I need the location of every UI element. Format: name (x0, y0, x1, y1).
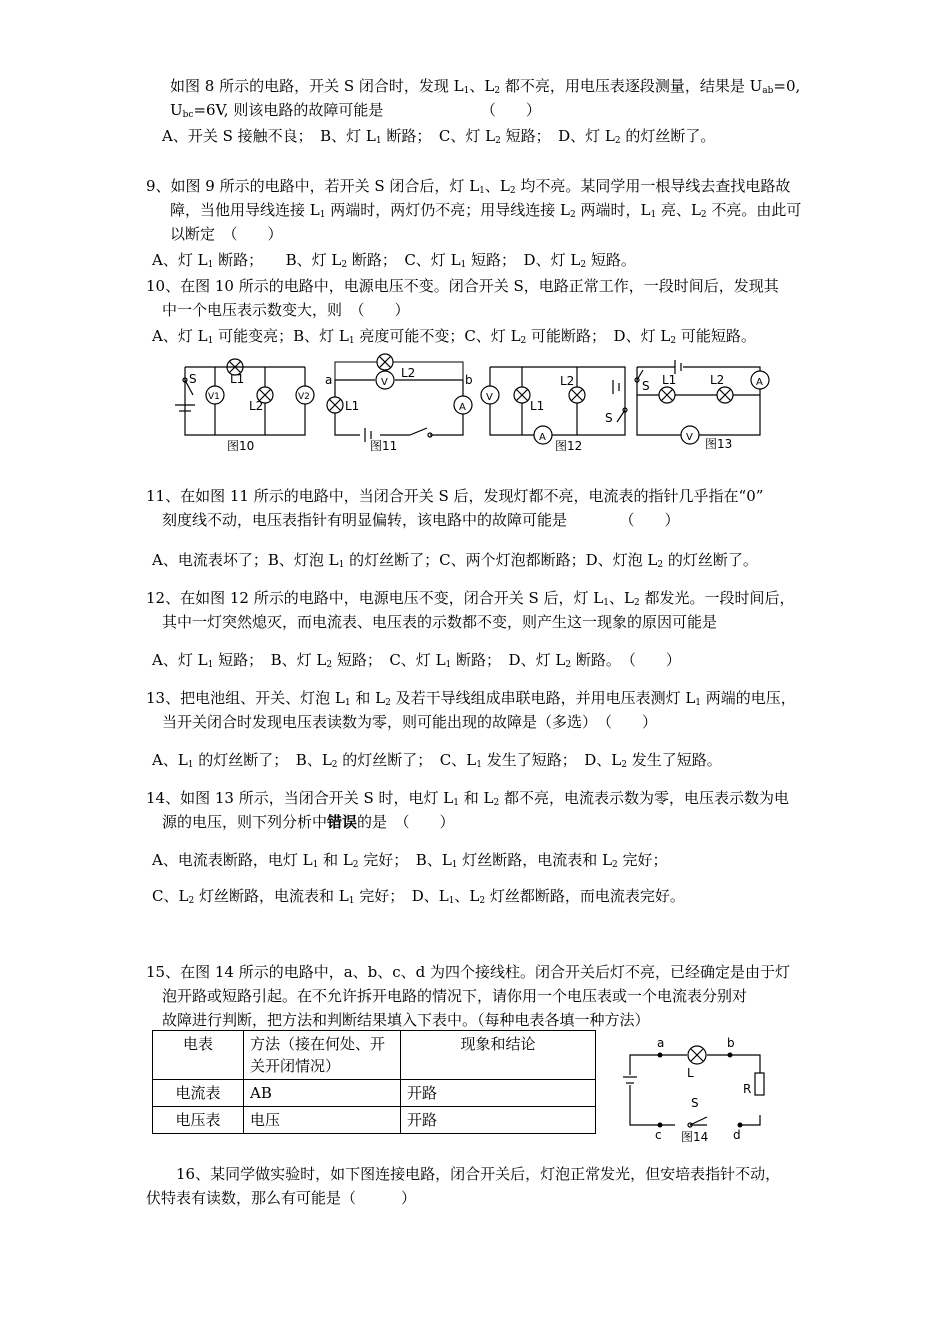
q13-line1: 13、把电池组、开关、灯泡 $L_1$ 和 $L_2$ 及若干导线组成串联电路，并用电压表测灯 $L_1$ 两端的电压， (146, 689, 796, 708)
q10-line1: 10、在图 10 所示的电路中，电源电压不变。闭合开关 S，电路正常工作，一段时间后，发现其 (146, 277, 779, 295)
q9-line1: 9、如图 9 所示的电路中，若开关 S 闭合后，灯 $L_1$、$L_2$ 均不亮。某同学用一根导线去查找电路故 (146, 177, 791, 196)
fig12-label-l1: L1 (530, 399, 545, 413)
fig14-label-d: d (733, 1128, 741, 1142)
fig10-caption: 图10 (227, 439, 255, 453)
q8-options: A、开关 S 接触不良； B、灯 $L_1$ 断路； C、灯 $L_2$ 短路； D、灯 $L_2$ 的灯丝断了。 (162, 127, 716, 146)
fig11-caption: 图11 (370, 439, 398, 453)
fig14-label-b: b (727, 1036, 735, 1050)
q14-line2: 源的电压，则下列分析中错误的是 （ ） (162, 813, 455, 831)
q10-options: A、灯 $L_1$ 可能变亮；B、灯 $L_1$ 亮度可能不变；C、灯 $L_2$ 可能断路； D、灯 $L_2$ 可能短路。 (152, 327, 756, 346)
q12-line1: 12、在如图 12 所示的电路中，电源电压不变，闭合开关 S 后，灯 $L_1$、$L_2$ 都发光。一段时间后， (146, 589, 795, 608)
q14-emphasis-error: 错误 (327, 813, 358, 831)
q11-line2: 刻度线不动，电压表指针有明显偏转，该电路中的故障可能是 （ ） (162, 511, 680, 529)
table-header-row (153, 1031, 596, 1080)
figure-10-circuit (175, 359, 314, 435)
q15-line3: 故障进行判断，把方法和判断结果填入下表中。（每种电表各填一种方法） (162, 1011, 650, 1029)
fig13-label-s: S (642, 379, 650, 393)
fig14-label-l: L (687, 1066, 694, 1080)
fig10-label-s: S (189, 372, 197, 386)
fig13-label-l1: L1 (662, 373, 677, 387)
fig12-caption: 图12 (555, 439, 583, 453)
fig10-label-l2: L2 (249, 399, 264, 413)
circuit-figures-10-13 (165, 350, 785, 460)
fig13-caption: 图13 (705, 437, 733, 451)
table-header-method: 方法（接在何处、开关开闭情况） (244, 1031, 401, 1080)
q15-line1: 15、在图 14 所示的电路中，a、b、c、d 为四个接线柱。闭合开关后灯不亮，已经确定是由于灯 (146, 963, 791, 981)
figure-13-circuit (635, 360, 769, 444)
fig11-label-v: V (381, 377, 388, 388)
q12-line2: 其中一灯突然熄灭，而电流表、电压表的示数都不变，则产生这一现象的原因可能是 (162, 613, 718, 631)
table-cell[interactable]: 开路 (401, 1080, 596, 1107)
table-cell: 电流表 (153, 1080, 244, 1107)
table-cell[interactable]: 开路 (401, 1107, 596, 1134)
fig11-label-l1: L1 (345, 399, 360, 413)
figure-14-circuit (615, 1035, 785, 1145)
q15-answer-table (152, 1030, 596, 1134)
table-cell[interactable]: 电压 (244, 1107, 401, 1134)
table-row (153, 1107, 596, 1134)
fig14-label-r: R (743, 1082, 752, 1096)
figure-12-circuit (481, 367, 627, 444)
q11-line1: 11、在如图 11 所示的电路中，当闭合开关 S 后，发现灯都不亮，电流表的指针几乎指在“0” (146, 487, 764, 505)
q9-line3: 以断定 （ ） (170, 225, 283, 243)
table-row (153, 1080, 596, 1107)
fig14-label-a: a (657, 1036, 665, 1050)
q13-line2: 当开关闭合时发现电压表读数为零，则可能出现的故障是（多选） （ ） (162, 713, 658, 731)
q12-options: A、灯 $L_1$ 短路； B、灯 $L_2$ 短路； C、灯 $L_1$ 断路； D、灯 $L_2$ 断路。 （ ） (152, 651, 681, 670)
q15-line2: 泡开路或短路引起。在不允许拆开电路的情况下，请你用一个电压表或一个电流表分别对 (162, 987, 748, 1005)
q16-line2: 伏特表有读数，那么有可能是（ ） (146, 1189, 417, 1207)
q13-options: A、$L_1$ 的灯丝断了； B、$L_2$ 的灯丝断了； C、$L_1$ 发生了短路； D、$L_2$ 发生了短路。 (152, 751, 722, 770)
fig14-label-s: S (691, 1096, 699, 1110)
table-header-result: 现象和结论 (401, 1031, 596, 1080)
q16-line1: 16、某同学做实验时，如下图连接电路，闭合开关后，灯泡正常发光，但安培表指针不动， (176, 1165, 781, 1183)
q11-options: A、电流表坏了；B、灯泡 $L_1$ 的灯丝断了；C、两个灯泡都断路；D、灯泡 $L_2$ 的灯丝断了。 (152, 551, 758, 570)
fig13-label-l2: L2 (710, 373, 725, 387)
fig11-label-b: b (465, 373, 473, 387)
fig11-label-a-meter: A (459, 402, 466, 413)
fig13-label-v: V (686, 432, 693, 443)
q14-options-row1: A、电流表断路，电灯 $L_1$ 和 $L_2$ 完好； B、$L_1$ 灯丝断路，电流表和 $L_2$ 完好； (152, 851, 668, 870)
fig10-label-v2: V2 (298, 392, 310, 402)
fig12-label-s: S (605, 411, 613, 425)
q10-line2: 中一个电压表示数变大，则 （ ） (162, 301, 410, 319)
table-cell: 电压表 (153, 1107, 244, 1134)
fig10-label-v1: V1 (208, 392, 220, 402)
table-header-meter: 电表 (153, 1031, 244, 1080)
q9-line2: 障，当他用导线连接 $L_1$ 两端时，两灯仍不亮；用导线连接 $L_2$ 两端时，$L_1$ 亮、$L_2$ 不亮。由此可 (170, 201, 802, 220)
fig12-label-a: A (539, 432, 546, 443)
q14-line1: 14、如图 13 所示，当闭合开关 S 时，电灯 $L_1$ 和 $L_2$ 都不亮，电流表示数为零，电压表示数为电 (146, 789, 790, 808)
fig12-label-v: V (486, 392, 493, 403)
table-cell[interactable]: AB (244, 1080, 401, 1107)
q9-options: A、灯 $L_1$ 断路； B、灯 $L_2$ 断路； C、灯 $L_1$ 短路； D、灯 $L_2$ 短路。 (152, 251, 636, 270)
fig10-label-l1: L1 (230, 372, 245, 386)
fig12-label-l2: L2 (560, 374, 575, 388)
fig14-label-c: c (655, 1128, 662, 1142)
q8-line2: $U_{bc}=6V$, 则该电路的故障可能是 （ ） (170, 101, 541, 120)
figure-11-circuit (327, 354, 472, 442)
q8-line1: 如图 8 所示的电路，开关 S 闭合时，发现 $L_1$、$L_2$ 都不亮，用电压表逐段测量，结果是 $U_{ab}=0$, (170, 77, 801, 96)
fig11-label-l2: L2 (401, 366, 416, 380)
fig13-label-a: A (756, 377, 763, 388)
fig14-caption: 图14 (681, 1130, 709, 1144)
fig11-label-a: a (325, 373, 333, 387)
q14-options-row2: C、$L_2$ 灯丝断路，电流表和 $L_1$ 完好； D、$L_1$、$L_2$ 灯丝都断路，而电流表完好。 (152, 887, 685, 906)
